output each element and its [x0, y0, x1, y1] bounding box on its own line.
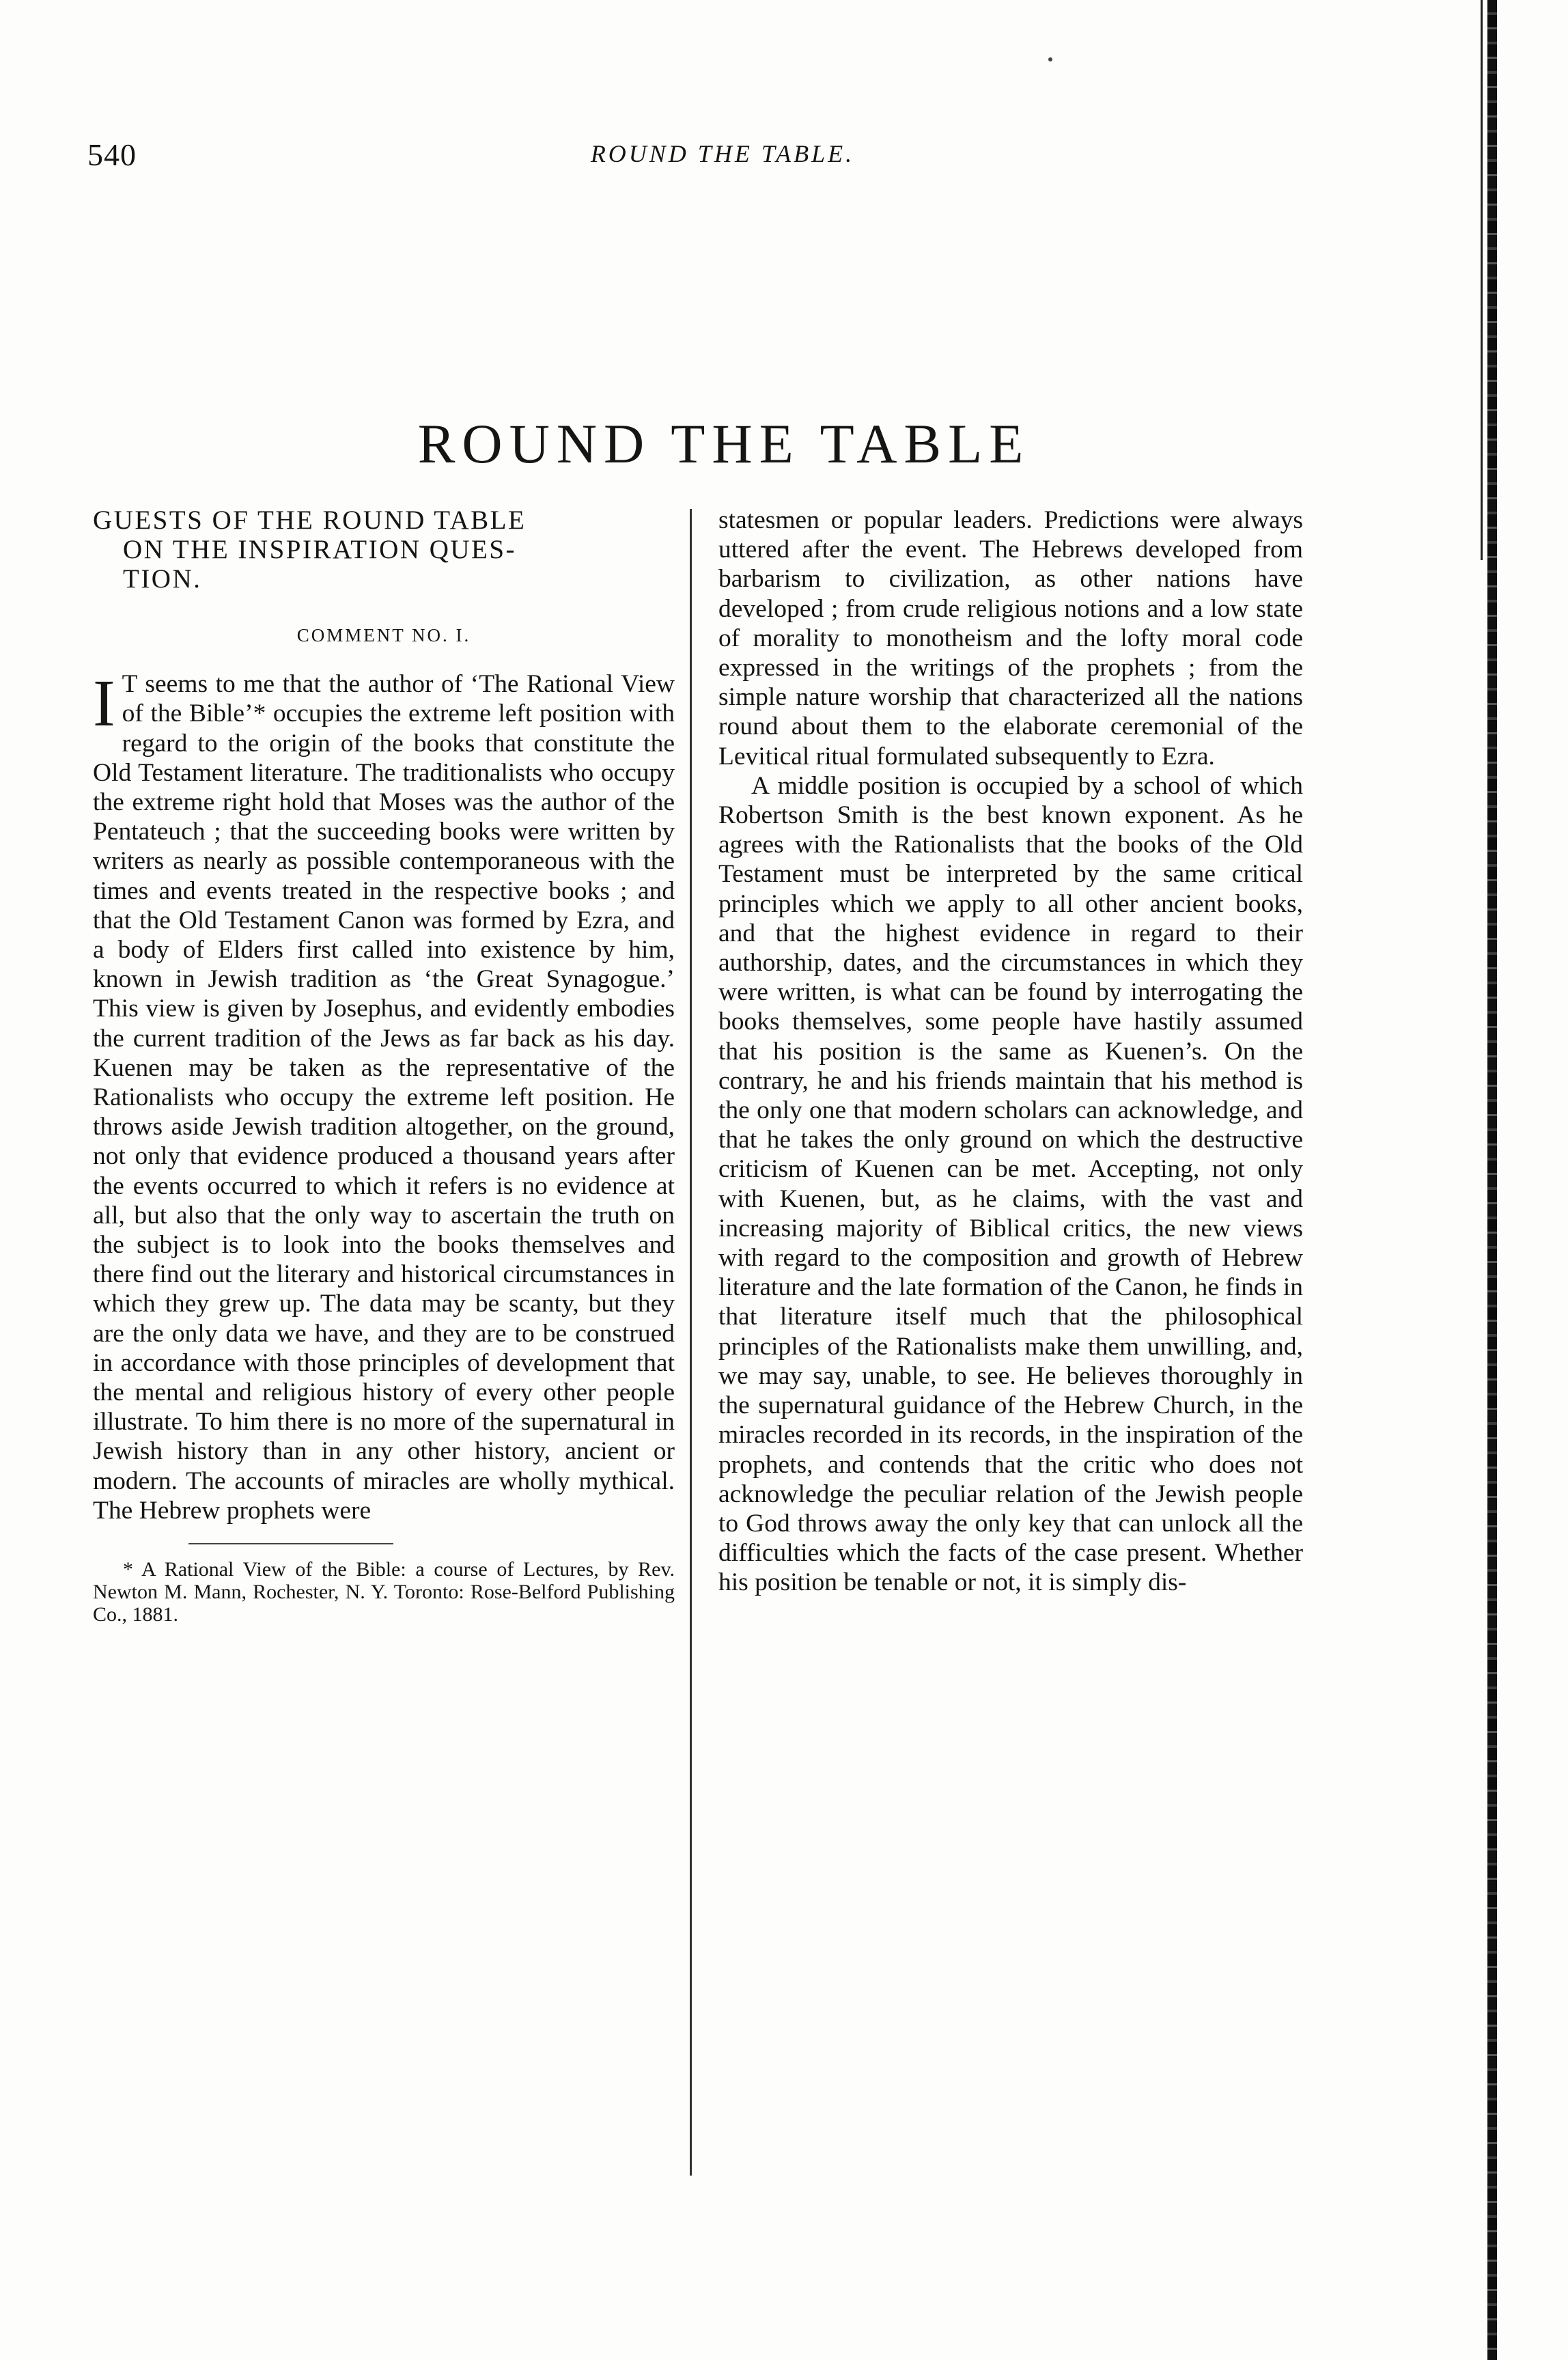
ink-speck	[1048, 57, 1052, 61]
running-head	[87, 137, 1358, 178]
footnote: * A Rational View of the Bible: a course of Lectures, by Rev. Newton M. Mann, Rochester, N. Y. Toronto: Rose-Belford Publishing Co., 1881.	[93, 1558, 675, 1626]
running-title: ROUND THE TABLE.	[590, 140, 855, 167]
page-number: 540	[87, 137, 137, 172]
comment-label: COMMENT NO. I.	[296, 625, 471, 645]
article-heading	[93, 505, 675, 594]
drop-cap: I	[93, 667, 115, 741]
body-paragraph-2: A middle position is occupied by a school of which Robertson Smith is the best known exponent. As he agrees with the Rationalists that the books of the Old Testament must be interpreted by the same critical principles which we apply to all other ancient books, and that the highest evidence in regard to their authorship, dates, and the circumstances in which they were written, is what can be found by interrogating the books themselves, some people have hastily assumed that his position is the same as Kuenen’s. On the contrary, he and his friends maintain that his method is the only one that modern scholars can acknowledge, and that he takes the only ground on which the destructive criticism of Kuenen can be met. Accepting, not only with Kuenen, but, as he claims, with the vast and increasing majority of Biblical critics, the new views with regard to the composition and growth of Hebrew literature and the late formation of the Canon, he finds in that literature itself much that the philosophical principles of the Rationalists make them unwilling, and, we may say, unable, to see. He believes thoroughly in the supernatural guidance of the Hebrew Church, in the miracles recorded in its records, in the inspiration of the prophets, and contends that the critic who does not acknowledge the peculiar relation of the Jewish people to God throws away the only key that can unlock all the difficulties which the facts of the case present. Whether his position be tenable or not, it is simply dis-	[718, 771, 1303, 1597]
article-heading-line-2: ON THE INSPIRATION QUES-	[123, 535, 517, 564]
paragraph-text: T seems to me that the author of ‘The Rational View of the Bible’* occupies the extreme left position with regard to the origin of the books that constitute the Old Testament literature. The traditionalists who occupy the extreme right hold that Moses was the author of the Pentateuch ; that the succeeding books were written by writers as nearly as possible contemporaneous with the times and events treated in the respective books ; and that the Old Testament Canon was formed by Ezra, and a body of Elders first called into existence by him, known in Jewish tradition as ‘the Great Synagogue.’ This view is given by Josephus, and evidently embodies the current tradition of the Jews as far back as his day. Kuenen may be taken as the representative of the Rationalists who occupy the extreme left position. He throws aside Jewish tradition altogether, on the ground, not only that evidence produced a thousand years after the events occurred to which it refers is no evidence at all, but also that the only way to ascertain the truth on the subject is to look into the books themselves and there find out the literary and historical circumstances in which they grew up. The data may be scanty, but they are the only data we have, and they are to be construed in accordance with those principles of development that the mental and religious history of every other people illustrate. To him there is no more of the supernatural in Jewish history than in any other history, ancient or modern. The accounts of miracles are wholly mythical. The Hebrew prophets were	[93, 670, 675, 1525]
body-paragraph-continued: statesmen or popular leaders. Predictions were always uttered after the event. The Hebrews developed from barbarism to civilization, as other nations have developed ; from crude religious notions and a low state of morality to monotheism and the lofty moral code expressed in the writings of the prophets ; from the simple nature worship that characterized all the nations round about them to the elaborate ceremonial of the Levitical ritual formulated subsequently to Ezra.	[718, 506, 1303, 771]
scan-edge-line	[1481, 0, 1483, 560]
column-divider	[690, 509, 692, 2176]
page-title: ROUND THE TABLE	[417, 412, 1031, 475]
footnote-rule	[188, 1543, 393, 1544]
right-column	[718, 505, 1303, 1598]
scan-edge-border	[1487, 0, 1497, 2360]
left-column	[93, 505, 675, 1626]
body-paragraph	[93, 669, 675, 1525]
article-heading-line-3: TION.	[123, 564, 202, 594]
article-heading-line-1: GUESTS OF THE ROUND TABLE	[93, 505, 527, 535]
